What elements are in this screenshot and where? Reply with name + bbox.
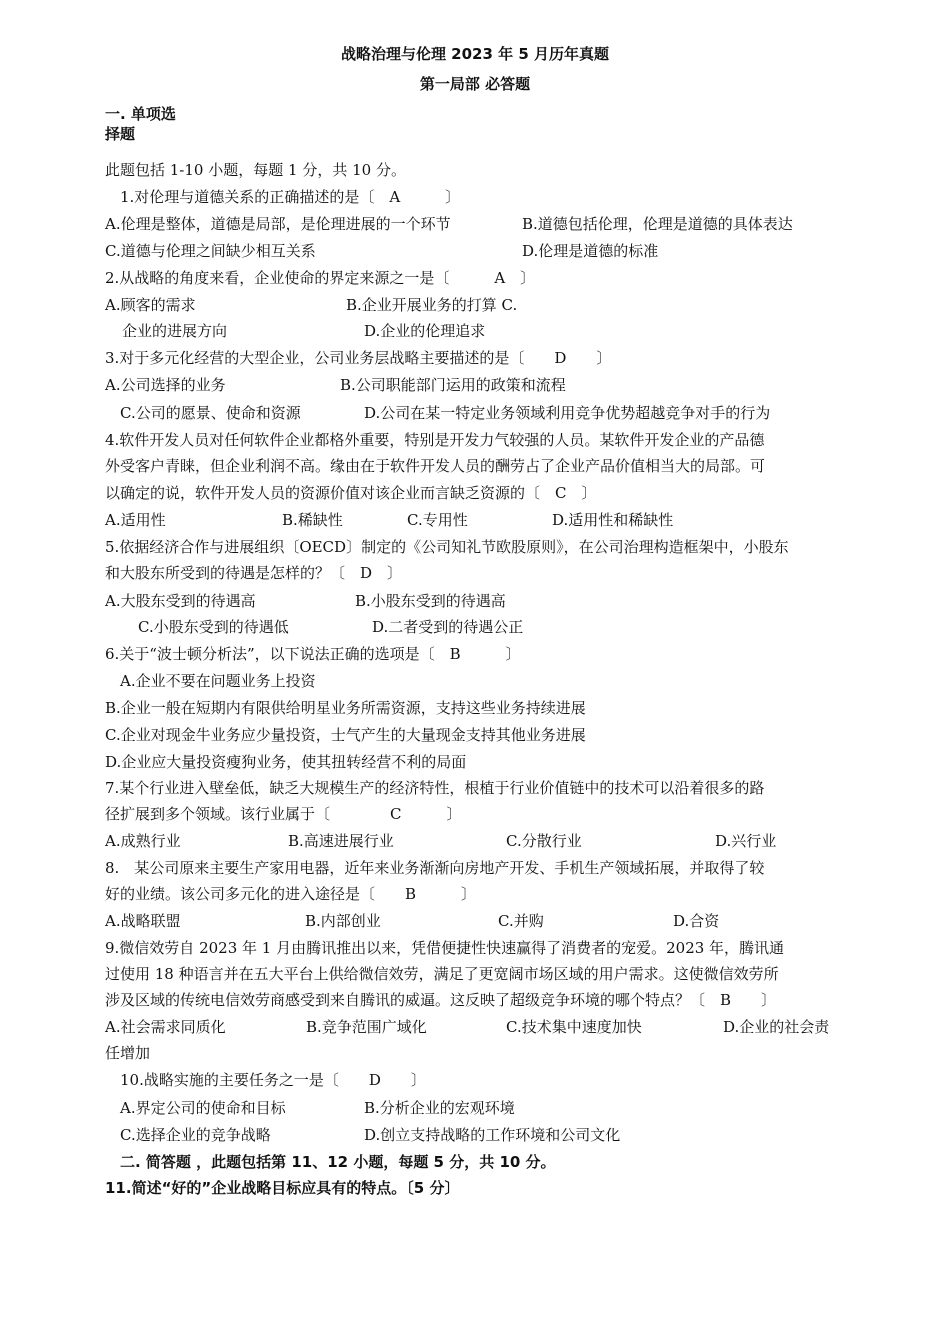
q4-stem-line-2: 外受客户青睐，但企业利润不高。缘由在于软件开发人员的酬劳占了企业产品价值相当大的局部。可	[105, 457, 766, 475]
q4-option-d: D.适用性和稀缺性	[552, 511, 674, 529]
document-title: 战略治理与伦理 2023 年 5 月历年真题	[340, 45, 610, 63]
q5-stem-line-2: 和大股东所受到的待遇是怎样的？〔 D 〕	[105, 564, 403, 582]
q8-option-a: A.战略联盟	[105, 912, 181, 930]
q9-option-c: C.技术集中速度加快	[506, 1018, 642, 1036]
q3-option-a: A.公司选择的业务	[105, 376, 226, 394]
q5-stem-line-1: 5.依据经济合作与进展组织〔OECD〕制定的《公司知礼节欧股原则》，在公司治理构造框架中，小股东	[105, 538, 789, 556]
q8-option-b: B.内部创业	[305, 912, 381, 930]
q2-option-b: B.企业开展业务的打算 C.	[346, 296, 518, 314]
q9-stem-line-1: 9.微信效劳自 2023 年 1 月由腾讯推出以来，凭借便捷性快速赢得了消费者的宠爱。2023 年，腾讯通	[105, 939, 785, 957]
q4-stem-line-1: 4.软件开发人员对任何软件企业都格外重要，特别是开发力气较强的人员。某软件开发企业的产品德	[105, 431, 765, 449]
q6-option-c: C.企业对现金牛业务应少量投资，士气产生的大量现金支持其他业务进展	[105, 726, 586, 744]
q10-option-d: D.创立支持战略的工作环境和公司文化	[364, 1126, 621, 1144]
q3-stem: 3.对于多元化经营的大型企业，公司业务层战略主要描述的是〔 D 〕	[105, 349, 612, 367]
q10-stem: 10.战略实施的主要任务之一是〔 D 〕	[120, 1071, 426, 1089]
section-heading-1a: 一. 单项选	[105, 105, 176, 123]
q3-option-d: D.公司在某一特定业务领域利用竞争优势超越竞争对手的行为	[364, 404, 771, 422]
q1-option-d: D.伦理是道德的标准	[522, 242, 659, 260]
q8-stem-line-1: 8. 某公司原来主要生产家用电器，近年来业务渐渐向房地产开发、手机生产领域拓展，并取得了较	[105, 859, 765, 877]
q10-option-a: A.界定公司的使命和目标	[120, 1099, 286, 1117]
q9-option-a: A.社会需求同质化	[105, 1018, 226, 1036]
q11-stem: 11.简述“好的”企业战略目标应具有的特点。〔5 分〕	[105, 1179, 460, 1197]
q2-stem: 2.从战略的角度来看，企业使命的界定来源之一是〔 A 〕	[105, 269, 536, 287]
q7-stem-line-1: 7.某个行业进入壁垒低，缺乏大规模生产的经济特性，根植于行业价值链中的技术可以沿着很多的路	[105, 779, 765, 797]
q4-stem-line-3: 以确定的说，软件开发人员的资源价值对该企业而言缺乏资源的〔 C 〕	[105, 484, 597, 502]
q9-option-d-continued: 任增加	[105, 1044, 151, 1062]
q10-option-b: B.分析企业的宏观环境	[364, 1099, 515, 1117]
q5-option-b: B.小股东受到的待遇高	[355, 592, 506, 610]
q9-option-d: D.企业的社会责	[723, 1018, 830, 1036]
q6-option-d: D.企业应大量投资瘦狗业务，使其扭转经营不利的局面	[105, 753, 467, 771]
q5-option-a: A.大股东受到的待遇高	[105, 592, 256, 610]
q5-option-c: C.小股东受到的待遇低	[138, 618, 289, 636]
section-intro: 此题包括 1-10 小题，每题 1 分，共 10 分。	[105, 161, 406, 179]
q1-option-b: B.道德包括伦理，伦理是道德的具体表达	[522, 215, 793, 233]
q4-option-b: B.稀缺性	[282, 511, 343, 529]
q7-option-a: A.成熟行业	[105, 832, 181, 850]
q2-option-d: D.企业的伦理追求	[364, 322, 486, 340]
q2-option-a: A.顾客的需求	[105, 296, 196, 314]
q6-stem: 6.关于“波士顿分析法”，以下说法正确的选项是〔 B 〕	[105, 645, 521, 663]
q4-option-a: A.适用性	[105, 511, 166, 529]
q1-stem: 1.对伦理与道德关系的正确描述的是〔 A 〕	[120, 188, 461, 206]
q8-stem-line-2: 好的业绩。该公司多元化的进入途径是〔 B 〕	[105, 885, 477, 903]
q7-stem-line-2: 径扩展到多个领域。该行业属于〔 C 〕	[105, 805, 462, 823]
q1-option-c: C.道德与伦理之间缺少相互关系	[105, 242, 316, 260]
section-heading-1b: 择题	[105, 125, 136, 143]
q1-option-a: A.伦理是整体，道德是局部，是伦理进展的一个环节	[105, 215, 451, 233]
q6-option-b: B.企业一般在短期内有限供给明星业务所需资源，支持这些业务持续进展	[105, 699, 586, 717]
q7-option-b: B.高速进展行业	[288, 832, 394, 850]
section-heading-2: 二. 简答题 ，此题包括第 11、12 小题，每题 5 分，共 10 分。	[120, 1153, 556, 1171]
q7-option-c: C.分散行业	[506, 832, 582, 850]
q4-option-c: C.专用性	[407, 511, 468, 529]
q5-option-d: D.二者受到的待遇公正	[372, 618, 524, 636]
q8-option-d: D.合资	[673, 912, 720, 930]
q9-stem-line-2: 过使用 18 种语言并在五大平台上供给微信效劳，满足了更宽阔市场区域的用户需求。这使微信效劳所	[105, 965, 779, 983]
q6-option-a: A.企业不要在问题业务上投资	[120, 672, 316, 690]
q3-option-b: B.公司职能部门运用的政策和流程	[340, 376, 566, 394]
q7-option-d: D.兴行业	[715, 832, 777, 850]
part-heading: 第一局部 必答题	[419, 75, 531, 93]
q10-option-c: C.选择企业的竞争战略	[120, 1126, 271, 1144]
q9-stem-line-3: 涉及区域的传统电信效劳商感受到来自腾讯的威逼。这反映了超级竞争环境的哪个特点？〔 B 〕	[105, 991, 777, 1009]
q2-option-c: 企业的进展方向	[122, 322, 228, 340]
q3-option-c: C.公司的愿景、使命和资源	[120, 404, 301, 422]
q8-option-c: C.并购	[498, 912, 544, 930]
q9-option-b: B.竞争范围广域化	[306, 1018, 427, 1036]
